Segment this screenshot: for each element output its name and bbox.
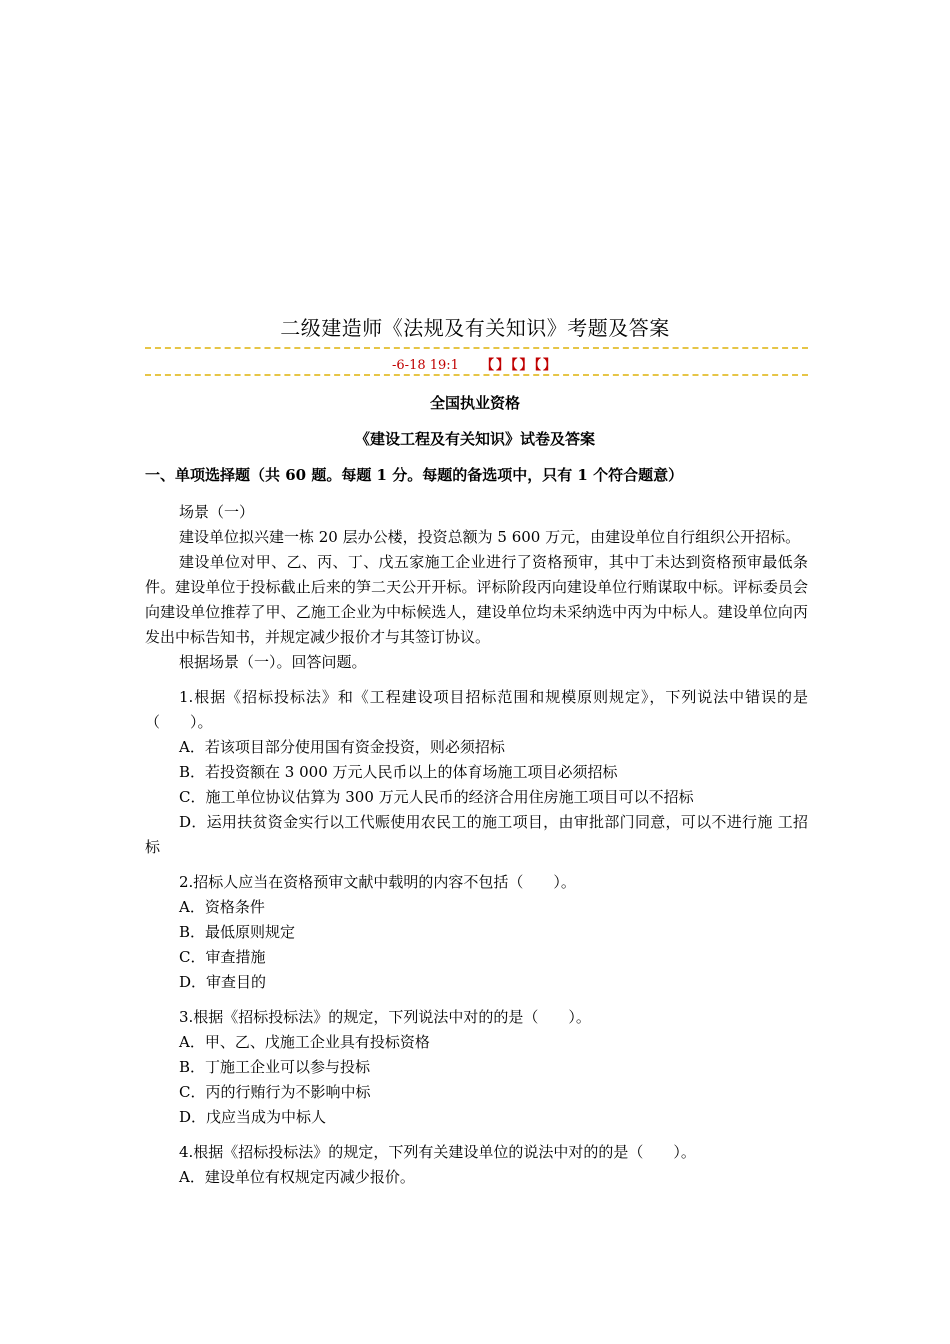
scenario-paragraph: 建设单位对甲、乙、丙、丁、戊五家施工企业进行了资格预审，其中丁未达到资格预审最低条件。建设单位于投标截止后来的笋二天公开开标。评标阶段丙向建设单位行贿谋取中标。评标委员会向建设单位推荐了甲、乙施工企业为中标候选人，建设单位均未采纳选中丙为中标人。建设单位向丙发出中标告知书，并规定减少报价才与其签订协议。 (145, 553, 808, 646)
meta-line (0, 354, 950, 373)
subtitle-qualification: 全国执业资格 (429, 394, 520, 412)
question-option: D．审查目的 (179, 973, 267, 991)
question-option: A．资格条件 (179, 898, 265, 916)
question-option: C．丙的行贿行为不影响中标 (179, 1083, 371, 1101)
question-stem: 4.根据《招标投标法》的规定，下列有关建设单位的说法中对的的是（ ）。 (179, 1143, 696, 1161)
link-brackets[interactable]: 【】【】【】 (480, 358, 558, 373)
question-option: C．施工单位协议估算为 300 万元人民币的经济合用住房施工项目可以不招标 (179, 788, 694, 806)
subtitle-exam: 《建设工程及有关知识》试卷及答案 (354, 430, 595, 448)
scenario-paragraph: 建设单位拟兴建一栋 20 层办公楼，投资总额为 5 600 万元，由建设单位自行组织公开招标。 (179, 528, 801, 546)
divider-bottom (145, 374, 808, 376)
question-stem: 1.根据《招标投标法》和《工程建设项目招标范围和规模原则规定》，下列说法中错误的是（ ）。 (145, 688, 808, 731)
question-option: B．若投资额在 3 000 万元人民币以上的体育场施工项目必须招标 (179, 763, 618, 781)
publish-date: -6-18 19:1 (392, 358, 459, 373)
question-option: A．若该项目部分使用国有资金投资，则必须招标 (179, 738, 505, 756)
divider-top (145, 347, 808, 349)
question-option: B．最低原则规定 (179, 923, 296, 941)
scenario-label: 场景（一） (179, 503, 255, 521)
question-option: D．戊应当成为中标人 (179, 1108, 327, 1126)
question-stem: 3.根据《招标投标法》的规定，下列说法中对的的是（ ）。 (179, 1008, 591, 1026)
section-heading: 一、单项选择题（共 60 题。每题 1 分。每题的备选项中，只有 1 个符合题意） (145, 466, 684, 484)
question-option: C．审查措施 (179, 948, 266, 966)
document-body (145, 500, 808, 1190)
question-option: A．甲、乙、戊施工企业具有投标资格 (179, 1033, 430, 1051)
question-option: D．运用扶贫资金实行以工代赈使用农民工的施工项目，由审批部门同意，可以不进行施 工招标 (145, 813, 808, 856)
question-stem: 2.招标人应当在资格预审文献中载明的内容不包括（ ）。 (179, 873, 576, 891)
question-option: B．丁施工企业可以参与投标 (179, 1058, 371, 1076)
document-title: 二级建造师《法规及有关知识》考题及答案 (280, 316, 670, 340)
question-option: A．建设单位有权规定丙减少报价。 (179, 1168, 415, 1186)
scenario-instruction: 根据场景（一）。回答问题。 (179, 653, 367, 671)
